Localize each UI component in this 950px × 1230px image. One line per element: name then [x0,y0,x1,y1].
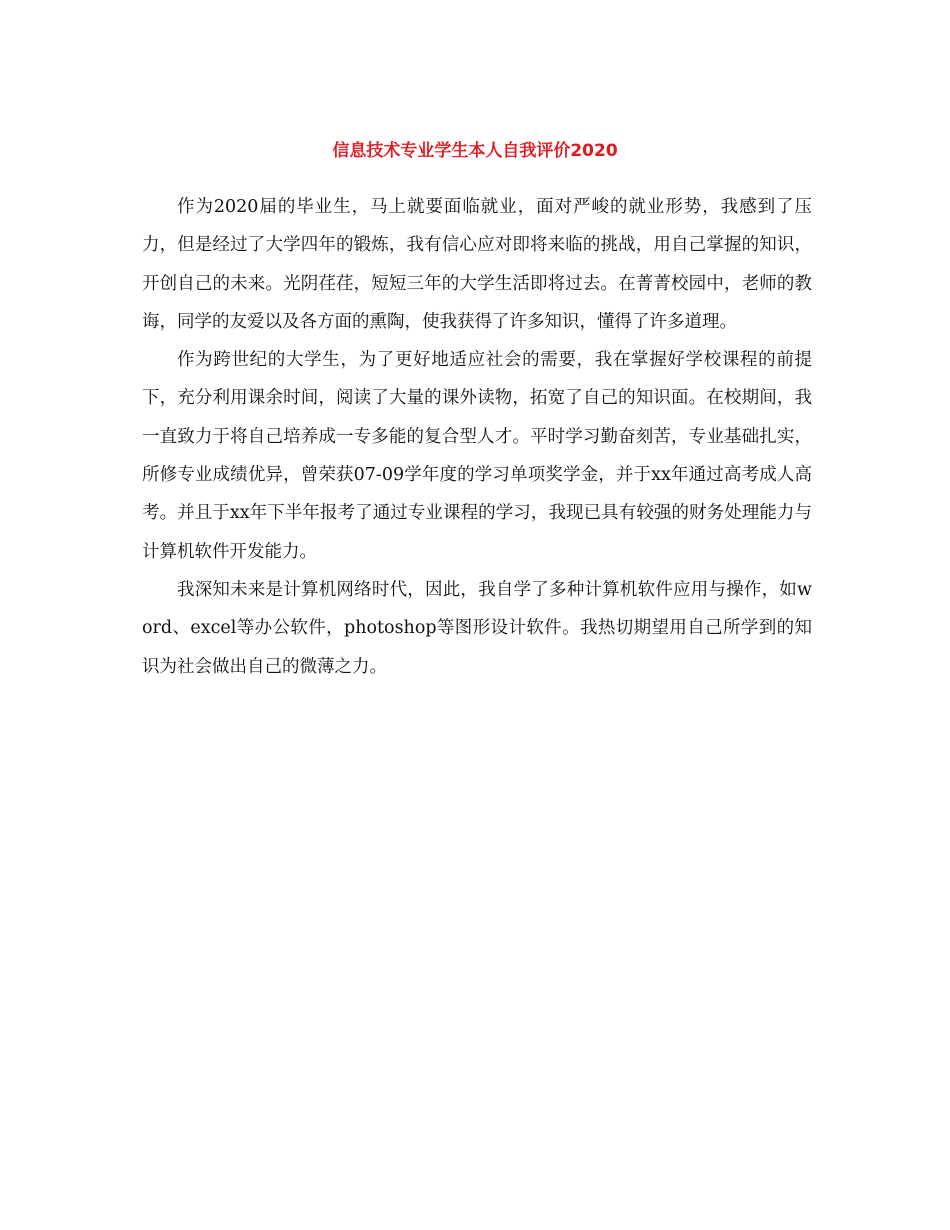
paragraph-1: 作为2020届的毕业生，马上就要面临就业，面对严峻的就业形势，我感到了压力，但是经过了大学四年的锻炼，我有信心应对即将来临的挑战，用自己掌握的知识，开创自己的未来。光阴荏荏，短短三年的大学生活即将过去。在菁菁校园中，老师的教诲，同学的友爱以及各方面的熏陶，使我获得了许多知识，懂得了许多道理。 [142,197,812,332]
document-body [142,188,812,686]
paragraph-3: 我深知未来是计算机网络时代，因此，我自学了多种计算机软件应用与操作，如word、excel等办公软件，photoshop等图形设计软件。我热切期望用自己所学到的知识为社会做出自己的微薄之力。 [142,579,812,677]
paragraph-2: 作为跨世纪的大学生，为了更好地适应社会的需要，我在掌握好学校课程的前提下，充分利用课余时间，阅读了大量的课外读物，拓宽了自己的知识面。在校期间，我一直致力于将自己培养成一专多能的复合型人才。平时学习勤奋刻苦，专业基础扎实，所修专业成绩优异，曾荣获07-09学年度的学习单项奖学金，并于xx年通过高考成人高考。并且于xx年下半年报考了通过专业课程的学习，我现已具有较强的财务处理能力与计算机软件开发能力。 [142,350,812,562]
document-title: 信息技术专业学生本人自我评价2020 [332,141,618,161]
